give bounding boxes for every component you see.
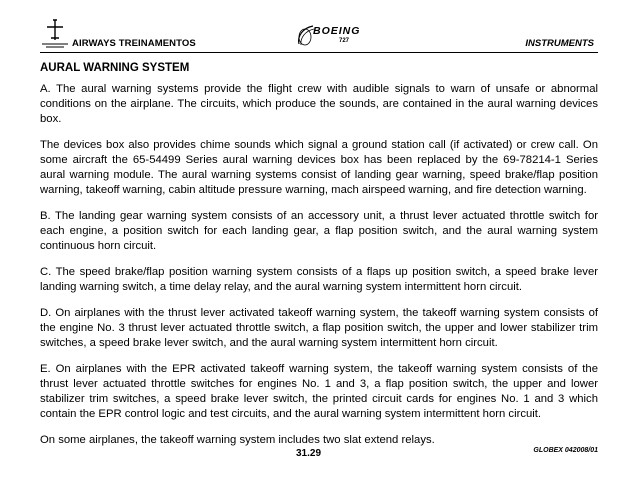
aircraft-model: 727 <box>339 38 350 44</box>
paragraph-e: E. On airplanes with the EPR activated takeoff warning system, the takeoff warning system consists of the thrust lever actuated throttle switches for engines No. 1 and 3, a flap position switch, the upper and lower stabilizer trim switches, a speed brake lever switch, the printed circuit cards for engines No. 1 and 3 which contain the EPR control logic and test circuits, and the aural warning system intermittent horn circuit. <box>40 363 598 420</box>
paragraph-slat-relays: On some airplanes, the takeoff warning system includes two slat extend relays. <box>40 434 435 446</box>
paragraph-b: B. The landing gear warning system consists of an accessory unit, a thrust lever actuated throttle switch for each engine, a position switch for each landing gear, a flap position switch, and the aural warning system continuous horn circuit. <box>40 210 598 252</box>
page-header <box>40 18 598 53</box>
paragraph-a: A. The aural warning systems provide the flight crew with audible signals to warn of unsafe or abnormal conditions on the airplane. The circuits, which produce the sounds, are contained in the aural warning devices box. <box>40 83 598 125</box>
company-name: AIRWAYS TREINAMENTOS <box>72 38 196 49</box>
paragraph-d: D. On airplanes with the thrust lever activated takeoff warning system, the takeoff warning system consists of the engine No. 3 thrust lever actuated throttle switch, a flap position switch, the upper and lower stabilizer trim switches, a speed brake lever switch, and the aural warning system intermittent horn circuit. <box>40 307 598 349</box>
document-body <box>40 62 598 459</box>
page-number: 31.29 <box>296 448 322 459</box>
paragraph-devices-box: The devices box also provides chime sounds which signal a ground station call (if activated) or crew call. On some aircraft the 65-54499 Series aural warning devices box has been replaced by the 69-78214-1 Series aural warning module. The aural warning systems consist of landing gear warning, speed brake/flap position warning, takeoff warning, cabin altitude pressure warning, mach airspeed warning, and fire detection warning. <box>40 139 598 196</box>
brand-wordmark: BOEING <box>313 25 361 37</box>
section-title: AURAL WARNING SYSTEM <box>40 62 190 74</box>
boeing-logo <box>295 22 375 50</box>
section-name: INSTRUMENTS <box>525 38 594 49</box>
paragraph-c: C. The speed brake/flap position warning system consists of a flaps up position switch, a speed brake lever landing warning switch, a time delay relay, and the aural warning system intermittent horn circuit. <box>40 266 598 293</box>
document-id: GLOBEX 042008/01 <box>533 447 598 454</box>
airplane-icon <box>40 18 70 50</box>
